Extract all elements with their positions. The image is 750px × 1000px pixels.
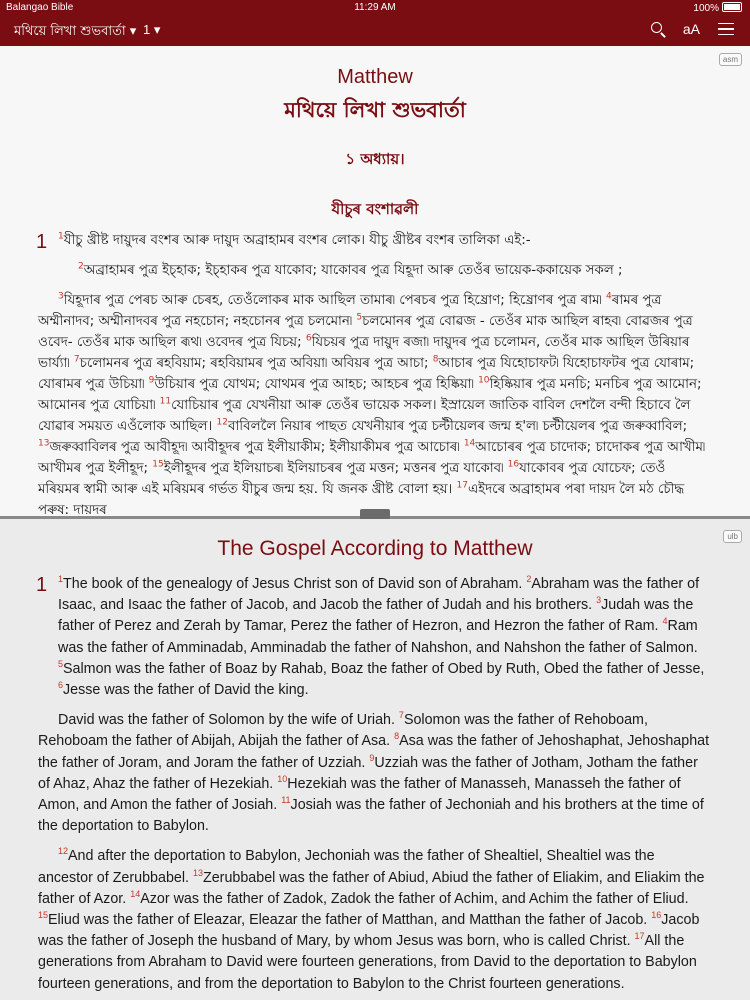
paragraph (38, 710, 710, 837)
book-title-english: Matthew (337, 66, 413, 88)
verse-number[interactable]: 10 (478, 375, 490, 386)
verse-number[interactable]: 9 (369, 752, 375, 763)
english-text (38, 574, 710, 995)
status-time: 11:29 AM (354, 2, 396, 13)
verse-text[interactable]: Uzziah was the father of Jotham, Jotham the father of Ahaz, Ahaz the father of Hezekiah. (38, 754, 698, 792)
verse-text[interactable]: যীচু খ্ৰীষ্ট দায়ুদৰ বংশৰ আৰু দায়ুদ অব্ৰাহামৰ বংশৰ লোক। যীচু খ্ৰীষ্টৰ বংশৰ তালিকা এই:- (63, 233, 531, 248)
chapter-heading: ১ অধ্যায়। (345, 150, 405, 168)
verse-text[interactable]: Judah was the father of Perez and Zerah by Tamar, Perez the father of Hezron, and Hezron the father of Ram. (58, 597, 694, 635)
battery-percent: 100% (693, 3, 719, 14)
verse-number[interactable]: 15 (38, 910, 49, 921)
verse-text[interactable]: Solomon was the father of Rehoboam, Rehoboam the father of Abijah, Abijah the father of Asa. (38, 712, 648, 750)
verse-number[interactable]: 17 (456, 480, 468, 491)
chapter-number: 1 (36, 574, 48, 596)
lang-tag-asm[interactable]: asm (719, 53, 742, 66)
nav-actions (651, 21, 734, 37)
verse-text[interactable]: জৰুব্বাবিলৰ পুত্ৰ আবীহূদ৷ আবীহূদৰ পুত্ৰ ইলীয়াকীম; ইলীয়াকীমৰ পুত্ৰ আচোৰ৷ (49, 440, 464, 455)
verse-number[interactable]: 15 (152, 459, 164, 470)
verse-text[interactable]: David was the father of Solomon by the wife of Uriah. (58, 712, 399, 729)
verse-number[interactable]: 14 (130, 889, 141, 900)
verse-text[interactable]: Ram was the father of Amminadab, Amminadab the father of Nahshon, and Nahshon the father of Salmon. (58, 618, 698, 656)
paragraph (38, 574, 710, 701)
verse-number[interactable]: 11 (159, 396, 172, 407)
verse-text[interactable]: ইলীহূদৰ পুত্ৰ ইলিয়াচৰ৷ ইলিয়াচৰৰ পুত্ৰ মত্তন; মত্তনৰ পুত্ৰ যাকোব৷ (163, 461, 508, 476)
assamese-text (38, 230, 710, 516)
verse-number[interactable]: 16 (507, 459, 520, 470)
verse-number[interactable]: 2 (78, 261, 84, 272)
verse-text[interactable]: Eliud was the father of Eleazar, Eleazar the father of Matthan, and Matthan the father of Jacob. (48, 912, 652, 929)
assamese-pane[interactable] (0, 46, 750, 516)
verse-text[interactable]: বাবিললৈ নিয়াৰ পাছত যেখনীয়াৰ পুত্ৰ চল্টীয়েলৰ জন্ম হ'ল৷ চল্টীয়েলৰ পুত্ৰ জৰুব্বাবিল; (227, 419, 688, 434)
verse-number[interactable]: 10 (277, 774, 288, 785)
verse-number[interactable]: 16 (651, 910, 662, 921)
verse-number[interactable]: 13 (38, 438, 50, 449)
book-title-assamese: মথিয়ে লিখা শুভবাৰ্তা (284, 98, 466, 122)
verse-text[interactable]: যিচয়ৰ পুত্ৰ দায়ুদ ৰজা৷ দায়ুদৰ পুত্ৰ চলোমন, তেওঁৰ মাক আছিল উৰিয়াৰ ভাৰ্য্যা৷ (38, 335, 690, 371)
paragraph (38, 230, 710, 251)
verse-number[interactable]: 14 (463, 438, 476, 449)
verse-text[interactable]: The book of the genealogy of Jesus Christ son of David son of Abraham. (63, 576, 527, 592)
verse-number[interactable]: 2 (526, 574, 532, 585)
status-bar (0, 0, 750, 16)
chapter-number: 1 (36, 231, 48, 253)
verse-number[interactable]: 5 (356, 312, 363, 323)
verse-number[interactable]: 8 (394, 731, 400, 742)
paragraph (38, 290, 710, 516)
verse-text[interactable]: Josiah was the father of Jechoniah and his brothers at the time of the deportation to Babylon. (38, 797, 704, 835)
verse-text[interactable]: Abraham was the father of Isaac, and Isaac the father of Jacob, and Jacob the father of Judah and his brothers. (58, 576, 700, 614)
nav-bar (0, 16, 750, 46)
verse-text[interactable]: Zerubbabel was the father of Abiud, Abiud the father of Eliakim, and Eliakim the father of Azor. (38, 869, 705, 907)
font-size-button[interactable]: aA (682, 21, 700, 37)
verse-number[interactable]: 7 (73, 354, 80, 365)
search-icon[interactable] (651, 22, 665, 36)
verse-number[interactable]: 11 (281, 795, 291, 806)
verse-text[interactable]: আচোৰৰ পুত্ৰ চাদোক; চাদোকৰ পুত্ৰ আখীম৷ আখীমৰ পুত্ৰ ইলীহূদ; (38, 440, 706, 476)
verse-number[interactable]: 3 (58, 291, 64, 302)
carrier-label: Balangao Bible (6, 2, 74, 13)
verse-number[interactable]: 4 (606, 291, 612, 302)
verse-text[interactable]: Jacob was the father of Joseph the husband of Mary, by whom Jesus was born, who is called Christ. (38, 912, 700, 950)
chapter-selector[interactable]: 1 ▾ (143, 22, 161, 37)
verse-number[interactable]: 1 (58, 574, 64, 585)
verse-number[interactable]: 8 (432, 354, 439, 365)
verse-number[interactable]: 1 (58, 231, 64, 242)
verse-text[interactable]: And after the deportation to Babylon, Jechoniah was the father of Shealtiel, Shealtiel was the ancestor of Zerubbabel. (38, 848, 655, 886)
verse-text[interactable]: চলোমনৰ পুত্ৰ ৰহবিয়াম; ৰহবিয়ামৰ পুত্ৰ অবিয়া৷ অবিয়ৰ পুত্ৰ আচা; (79, 356, 433, 371)
verse-number[interactable]: 5 (58, 659, 64, 670)
battery-icon (722, 2, 742, 12)
paragraph (38, 260, 710, 281)
verse-text[interactable]: All the generations from Abraham to David were fourteen generations, from David to the deportation to Babylon fourteen generations, and from the deportation to Babylon to the Christ fourteen generations. (38, 933, 697, 992)
verse-text[interactable]: Hezekiah was the father of Manasseh, Manasseh the father of Amon, and Amon the father of Josiah. (38, 775, 681, 814)
verse-text[interactable]: চলমোনৰ পুত্ৰ বোৱজ - তেওঁৰ মাক আছিল ৰাহব৷ বোৱজৰ পুত্ৰ ওবেদ- তেওঁৰ মাক আছিল ৰূথ৷ ওবেদৰ পুত্ৰ যিচয়; (38, 314, 693, 350)
verse-number[interactable]: 4 (662, 616, 668, 627)
verse-number[interactable]: 6 (58, 680, 64, 691)
verse-text[interactable]: Jesse was the father of David the king. (63, 682, 309, 699)
verse-text[interactable]: যিহূদাৰ পুত্ৰ পেৰচ আৰু চেৰহ, তেওঁলোকৰ মাক আছিল তামাৰ৷ পেৰচৰ পুত্ৰ হিষ্ৰোণ; হিষ্ৰোণৰ পুত্ৰ ৰাম৷ (63, 293, 607, 308)
verse-number[interactable]: 12 (58, 846, 69, 857)
verse-text[interactable]: ৰামৰ পুত্ৰ অম্মীনাদব; অম্মীনাদবৰ পুত্ৰ নহচোন; নহচোনৰ পুত্ৰ চলমোন৷ (38, 293, 662, 329)
english-pane[interactable] (0, 519, 750, 1000)
verse-text[interactable]: হিষ্কিয়াৰ পুত্ৰ মনচি; মনচিৰ পুত্ৰ আমোন; আমোনৰ পুত্ৰ যোচিয়া৷ (38, 377, 702, 413)
verse-text[interactable]: Azor was the father of Zadok, Zadok the father of Achim, and Achim the father of Eliud. (140, 890, 689, 907)
verse-text[interactable]: উচিয়াৰ পুত্ৰ যোথম; যোথমৰ পুত্ৰ আহচ; আহচৰ পুত্ৰ হিষ্কিয়া৷ (154, 377, 479, 392)
verse-text[interactable]: Salmon was the father of Boaz by Rahab, Boaz the father of Obed by Ruth, Obed the father of Jesse, (63, 660, 705, 677)
verse-number[interactable]: 6 (305, 333, 312, 344)
lang-tag-ulb[interactable]: ulb (723, 530, 742, 543)
verse-text[interactable]: Asa was the father of Jehoshaphat, Jehoshaphat the father of Joram, and Joram the father of Uzziah. (38, 733, 710, 771)
gospel-title: The Gospel According to Matthew (217, 537, 533, 560)
verse-number[interactable]: 7 (398, 710, 404, 721)
paragraph (38, 846, 710, 994)
verse-number[interactable]: 13 (192, 867, 203, 878)
verse-number[interactable]: 17 (634, 931, 645, 942)
verse-number[interactable]: 3 (596, 595, 602, 606)
verse-text[interactable]: যাকোবৰ পুত্ৰ যোচেফ; তেওঁ মৰিয়মৰ স্বামী আৰু এই মৰিয়মৰ গৰ্ভত যীচুৰ জন্ম হয়. যি জনক খ্ৰীষ্ট বোলা হয়। (38, 461, 666, 497)
verse-number[interactable]: 9 (148, 375, 155, 386)
menu-icon[interactable] (718, 23, 734, 35)
verse-text[interactable]: যোচিয়াৰ পুত্ৰ যেখনীয়া আৰু তেওঁৰ ভায়েক সকল। ইস্ৰায়েল জাতিক বাবিল দেশলৈ বন্দী হিচাবে লৈ যোৱাৰ সময়ত এওঁলোক আছিল। (38, 398, 691, 434)
verse-text[interactable]: এইদৰে অব্ৰাহামৰ পৰা দায়দ লৈ মঠ চৌদ্ধ পৰুষ: দায়দৰ (38, 482, 685, 516)
book-selector[interactable]: মথিয়ে লিখা শুভবাৰ্তা ▾ (14, 24, 137, 39)
verse-number[interactable]: 12 (216, 417, 228, 428)
verse-text[interactable]: আচাৰ পুত্ৰ যিহোচাফট৷ যিহোচাফটৰ পুত্ৰ যোৰাম; যোৰামৰ পুত্ৰ উচিয়া৷ (38, 356, 695, 392)
section-heading: যীচুৰ বংশাৱলী (331, 200, 419, 218)
verse-text[interactable]: অব্ৰাহামৰ পুত্ৰ ইচ্হাক; ইচ্হাকৰ পুত্ৰ যাকোব; যাকোবৰ পুত্ৰ যিহূদা আৰু তেওঁৰ ভায়েক-ককায়েক সকল ; (83, 263, 623, 278)
battery-indicator (693, 2, 742, 14)
